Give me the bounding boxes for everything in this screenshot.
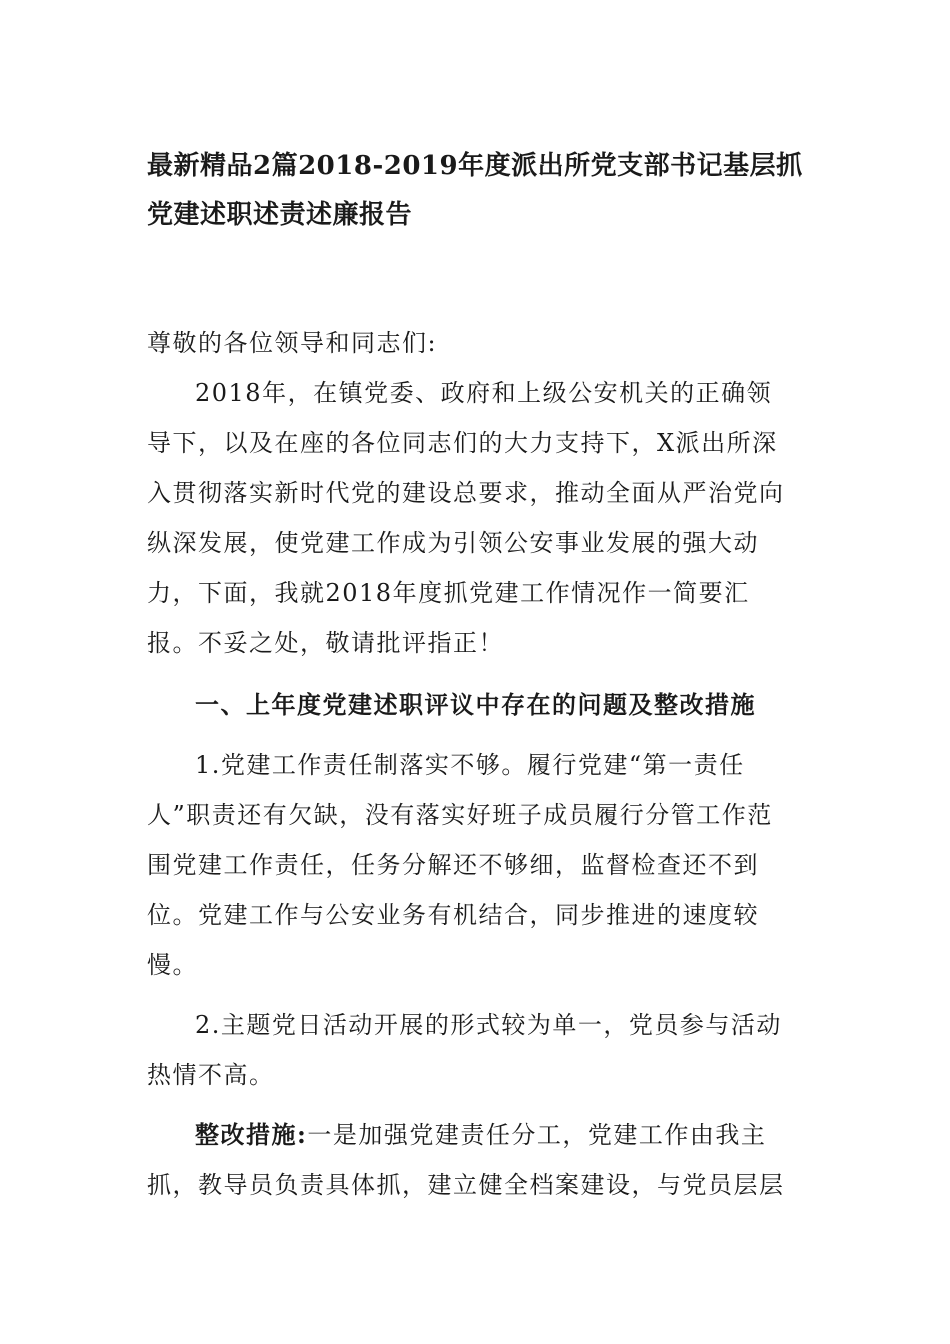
intro-paragraph: 2018年，在镇党委、政府和上级公安机关的正确领导下，以及在座的各位同志们的大力支持下，X派出所深入贯彻落实新时代党的建设总要求，推动全面从严治党向纵深发展，使党建工作成为引领公安事业发展的强大动力，下面，我就2018年度抓党建工作情况作一简要汇报。不妥之处，敬请批评指正！: [147, 379, 785, 657]
salutation: 尊敬的各位领导和同志们:: [147, 329, 438, 357]
problem-item-2: 2.主题党日活动开展的形式较为单一，党员参与活动热情不高。: [147, 1011, 782, 1089]
section-heading-1: 一、上年度党建述职评议中存在的问题及整改措施: [195, 690, 756, 719]
measures-label: 整改措施:: [195, 1120, 308, 1149]
problem-item-1: 1.党建工作责任制落实不够。履行党建“第一责任人”职责还有欠缺，没有落实好班子成员履行分管工作范围党建工作责任，任务分解还不够细，监督检查还不到位。党建工作与公安业务有机结合，同步推进的速度较慢。: [147, 751, 773, 979]
measures-text: 一是加强党建责任分工，党建工作由我主抓，教导员负责具体抓，建立健全档案建设，与党员层层: [147, 1121, 785, 1199]
document-title: 最新精品2篇2018-2019年度派出所党支部书记基层抓党建述职述责述廉报告: [147, 151, 803, 230]
measures-paragraph: [147, 1110, 797, 1210]
